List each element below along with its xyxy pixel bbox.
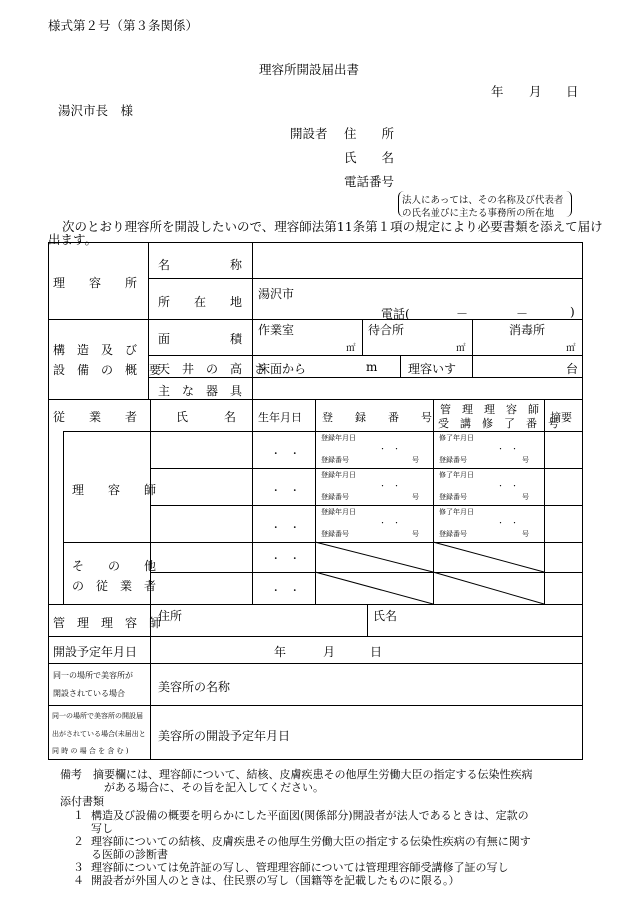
corporate-note-line1: 法人にあっては、その名称及び代表者 — [402, 195, 564, 206]
page-title: 理容所開設届出書 — [259, 62, 360, 77]
attachment-1-text-cont: 写し — [91, 822, 113, 835]
shop-section-label: 理 容 所 — [53, 276, 138, 290]
cert-no-label: 登録番号 — [439, 530, 467, 538]
applicant-phone-label: 電話番号 — [344, 174, 395, 189]
col-name-header: 氏 名 — [176, 410, 237, 424]
reg-no-label: 登録番号 — [321, 456, 349, 464]
reg-no-unit: 号 — [412, 493, 419, 501]
manager-label: 管 理 理 容 師 — [53, 616, 162, 630]
beauty-q2-line1: 同一の場所で美容所の開設届 — [52, 712, 143, 720]
waiting-room-unit: ㎡ — [456, 343, 466, 354]
shop-phone-close: ) — [570, 305, 575, 319]
attachment-2-no: ２ — [73, 835, 84, 848]
staff-section-label: 従 業 者 — [53, 410, 138, 424]
manager-name-label: 氏名 — [373, 609, 398, 623]
other-staff-birth-dots: ・ ・ — [271, 586, 300, 597]
date-day-label: 日 — [566, 84, 579, 99]
col-note-header: 摘要 — [550, 411, 572, 424]
applicant-address-label: 住 所 — [344, 126, 395, 141]
structure-section-label2: 設 備 の 概 要 — [53, 363, 162, 377]
other-staff-label2: の 従 業 者 — [72, 579, 157, 593]
attachment-4-text: 開設者が外国人のときは、住民票の写し（国籍等を記載したものに限る。） — [91, 874, 460, 887]
disinfect-room-label: 消毒所 — [509, 323, 546, 337]
cert-no-label: 登録番号 — [439, 493, 467, 501]
shop-phone-dash2: － — [516, 307, 529, 321]
reg-no-label: 登録番号 — [321, 530, 349, 538]
reg-date-label: 登録年月日 — [321, 471, 356, 479]
beauty-opening-label: 美容所の開設予定年月日 — [158, 729, 291, 743]
area-label: 面 積 — [158, 332, 243, 346]
col-mgr-header1: 管 理 理 容 師 — [440, 403, 539, 416]
done-date-label: 修了年月日 — [439, 508, 474, 516]
date-year-label: 年 — [491, 84, 504, 99]
birth-dots: ・ ・ — [271, 523, 300, 534]
attachment-3-text: 理容師については免許証の写し、管理理容師については管理理容師受講修了証の写し — [91, 861, 509, 874]
attachment-4-no: ４ — [73, 874, 84, 887]
applicant-label: 開設者 — [290, 126, 328, 141]
addressee: 湯沢市長 様 — [58, 103, 134, 118]
beauty-q1-line1: 同一の場所で美容所が — [53, 671, 133, 680]
disinfect-room-unit: ㎡ — [566, 343, 576, 354]
birth-dots: ・ ・ — [271, 449, 300, 460]
cert-no-unit: 号 — [522, 456, 529, 464]
attachment-2-text-cont: る医師の診断書 — [91, 848, 168, 861]
col-reg-header: 登 録 番 号 — [322, 411, 432, 424]
other-staff-birth-dots: ・ ・ — [271, 554, 300, 565]
applicant-name-label: 氏 名 — [344, 150, 395, 165]
opening-month-label: 月 — [323, 645, 336, 659]
attachment-2-text: 理容師についての結核、皮膚疾患その他厚生労働大臣の指定する伝染性疾病の有無に関す — [91, 835, 531, 848]
ceiling-unit: m — [366, 360, 378, 374]
shop-phone-dash1: － — [456, 307, 469, 321]
attachment-3-no: ３ — [73, 861, 84, 874]
shop-location-label: 所 在 地 — [158, 295, 243, 309]
reg-no-unit: 号 — [412, 456, 419, 464]
date-month-label: 月 — [529, 84, 542, 99]
cert-no-label: 登録番号 — [439, 456, 467, 464]
reg-date-label: 登録年月日 — [321, 508, 356, 516]
opening-day-label: 日 — [370, 645, 383, 659]
reg-date-dots: ・ ・ — [379, 445, 400, 453]
intro-text-line1: 次のとおり理容所を開設したいので、理容師法第11条第１項の規定により必要書類を添えて届け — [62, 219, 603, 234]
col-mgr-header2: 受 講 修 了 番 号 — [438, 417, 559, 430]
beauty-name-label: 美容所の名称 — [158, 680, 231, 694]
birth-dots: ・ ・ — [271, 486, 300, 497]
done-date-dots: ・ ・ — [497, 445, 518, 453]
manager-address-label: 住所 — [158, 609, 183, 623]
attachment-1-no: １ — [73, 809, 84, 822]
corporate-note-line2: の氏名並びに主たる事務所の所在地 — [402, 208, 555, 219]
reg-date-dots: ・ ・ — [379, 482, 400, 490]
beauty-q2-line3: 同 時 の 場 合 を 含 む ) — [52, 747, 129, 755]
barber-label: 理 容 師 — [72, 483, 157, 497]
opening-date-label: 開設予定年月日 — [53, 645, 138, 659]
attachment-1-text: 構造及び設備の概要を明らかにした平面図(関係部分)開設者が法人であるときは、定款の — [91, 809, 529, 822]
done-date-label: 修了年月日 — [439, 471, 474, 479]
ceiling-height-label: 天 井 の 高 さ — [158, 362, 267, 376]
cert-no-unit: 号 — [522, 530, 529, 538]
done-date-label: 修了年月日 — [439, 434, 474, 442]
attachments-title: 添付書類 — [60, 795, 104, 808]
work-room-unit: ㎡ — [346, 343, 356, 354]
reg-date-label: 登録年月日 — [321, 434, 356, 442]
intro-text-line2: 出ます。 — [48, 232, 98, 247]
beauty-q2-line2: 出がされている場合(未届出と — [52, 730, 146, 738]
shop-location-value: 湯沢市 — [258, 287, 295, 301]
done-date-dots: ・ ・ — [497, 519, 518, 527]
chair-label: 理容いす — [408, 362, 457, 376]
equipment-label: 主 な 器 具 — [158, 384, 243, 398]
note-biko-line2: がある場合に、その旨を記入してください。 — [104, 781, 324, 794]
form-number: 様式第２号（第３条関係） — [48, 18, 199, 33]
note-biko-line1: 備考 摘要欄には、理容師について、結核、皮膚疾患その他厚生労働大臣の指定する伝染性疾病 — [60, 768, 533, 781]
done-date-dots: ・ ・ — [497, 482, 518, 490]
reg-date-dots: ・ ・ — [379, 519, 400, 527]
col-birth-header: 生年月日 — [258, 411, 302, 424]
waiting-room-label: 待合所 — [368, 323, 405, 337]
reg-no-label: 登録番号 — [321, 493, 349, 501]
cert-no-unit: 号 — [522, 493, 529, 501]
shop-phone-label: 電話( — [381, 307, 410, 321]
reg-no-unit: 号 — [412, 530, 419, 538]
shop-name-label: 名 称 — [158, 258, 243, 272]
structure-section-label1: 構 造 及 び — [53, 343, 138, 357]
work-room-label: 作業室 — [258, 323, 295, 337]
beauty-q1-line2: 開設されている場合 — [53, 689, 125, 698]
other-staff-label1: そ の 他 — [72, 559, 157, 573]
floor-from-label: 床面から — [258, 362, 307, 376]
chair-unit: 台 — [566, 362, 579, 376]
opening-year-label: 年 — [274, 645, 287, 659]
